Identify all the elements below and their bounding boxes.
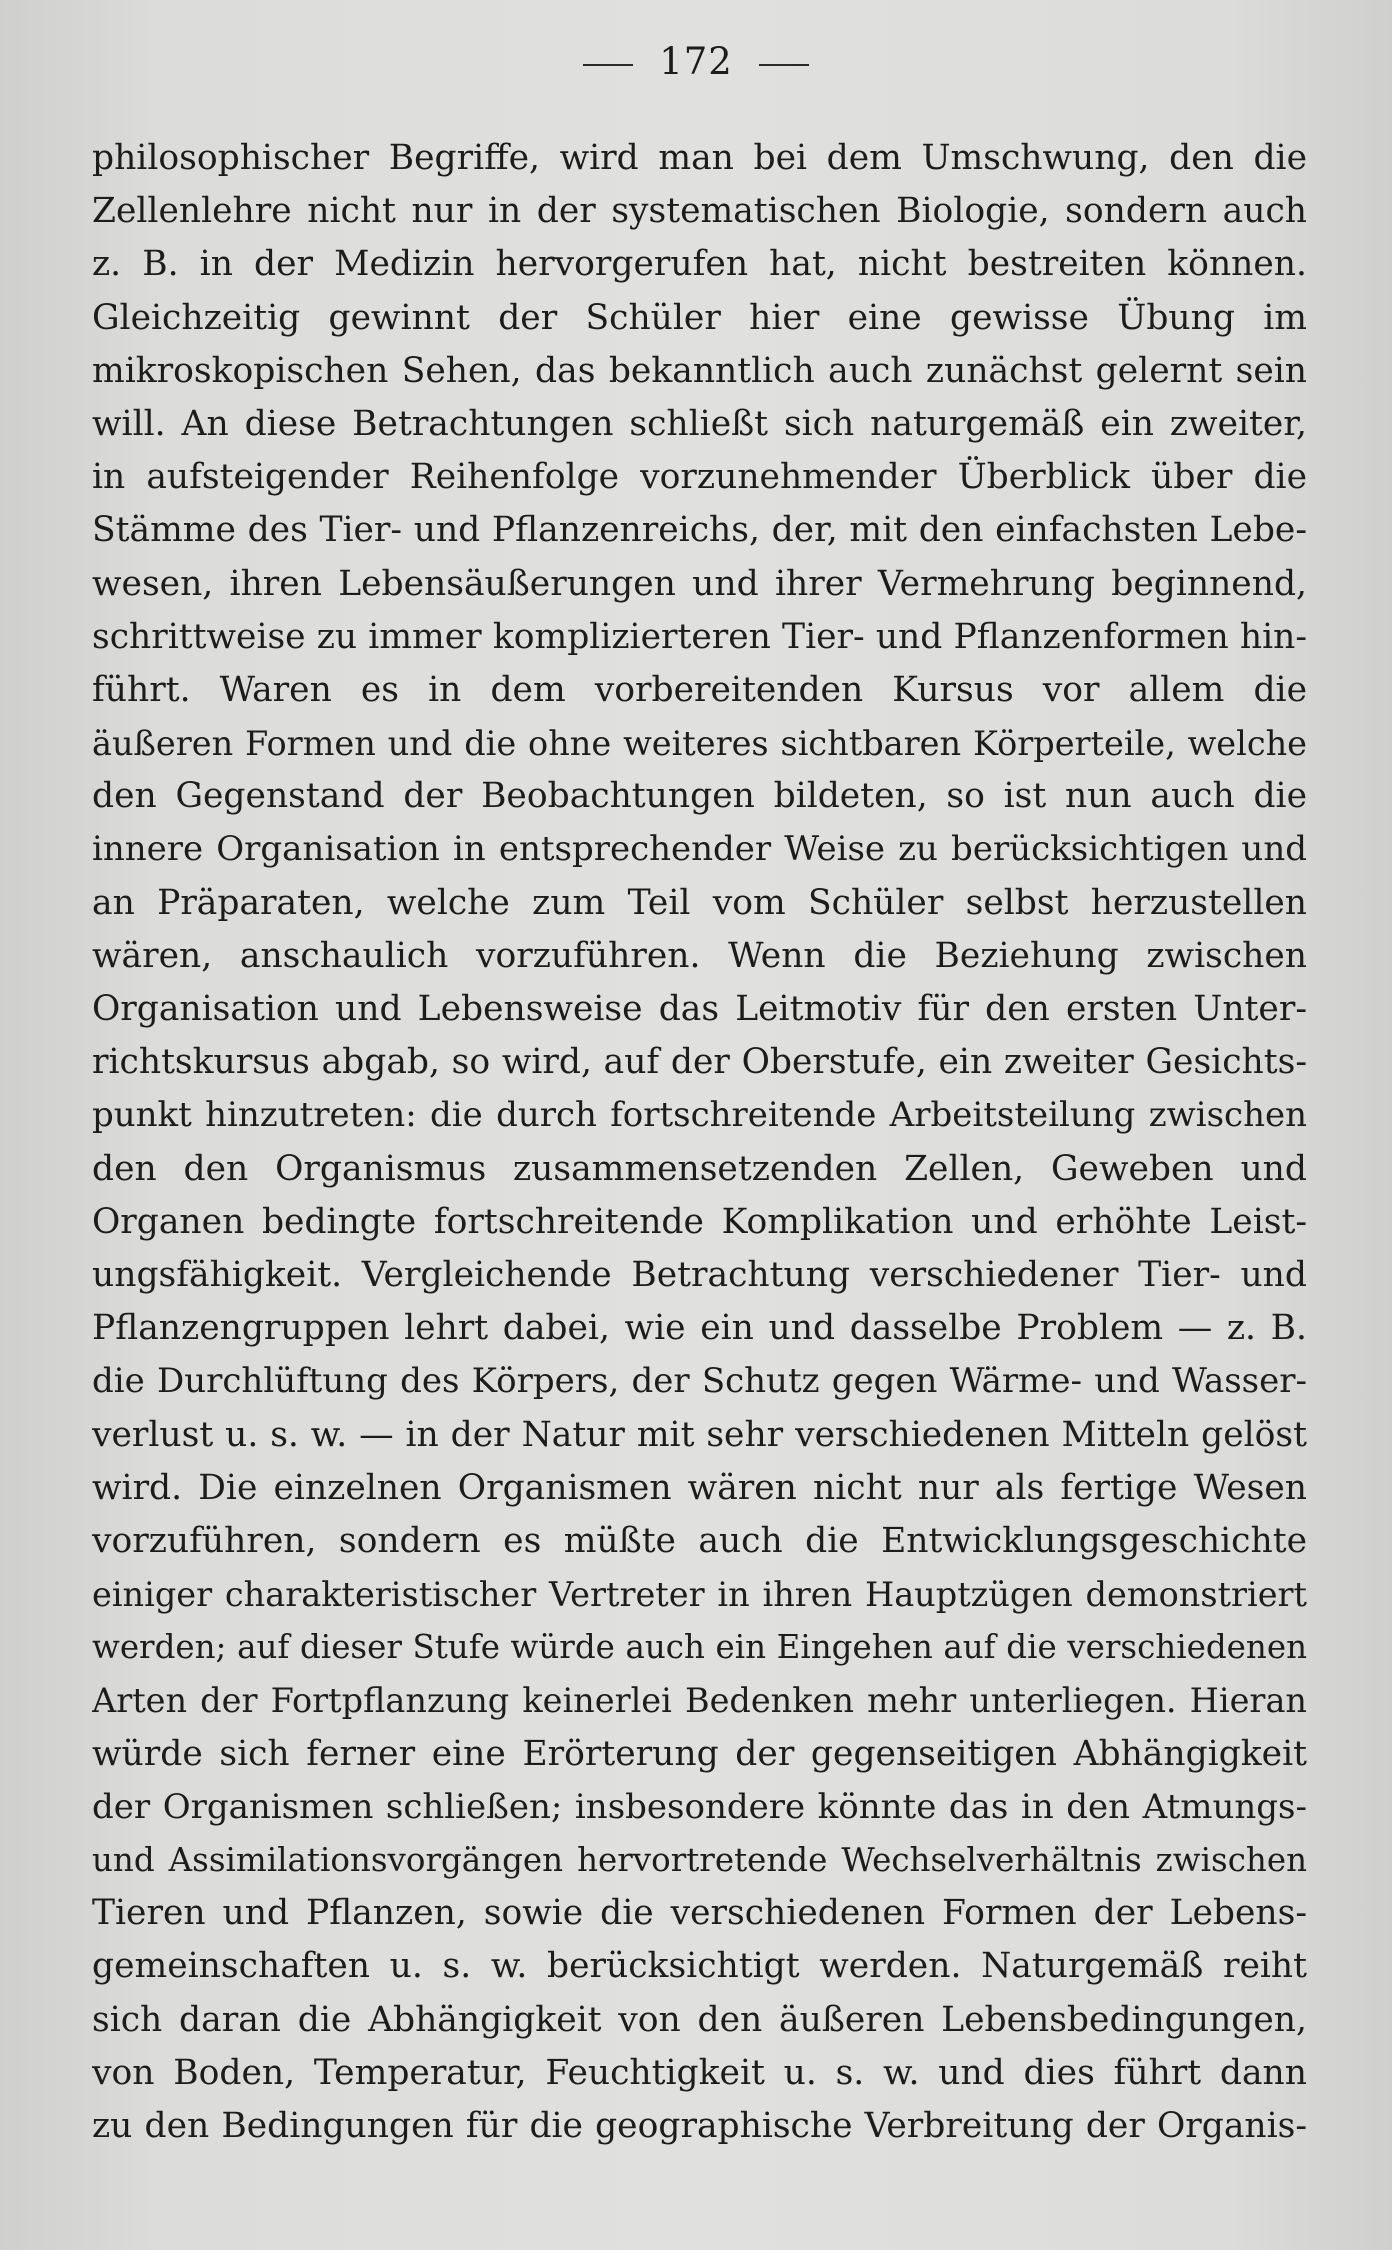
text-line: punkt hinzutreten: die durch fortschreitende Arbeitsteilung zwischen xyxy=(92,1095,1307,1136)
text-line: gemeinschaften u. s. w. berücksichtigt werden. Naturgemäß reiht xyxy=(92,1946,1307,1987)
text-line: Organen bedingte fortschreitende Komplikation und erhöhte Leist- xyxy=(92,1201,1307,1242)
text-line: verlust u. s. w. — in der Natur mit sehr verschiedenen Mitteln gelöst xyxy=(92,1414,1307,1455)
text-line: den Gegenstand der Beobachtungen bildeten, so ist nun auch die xyxy=(92,776,1307,817)
text-line: Organisation und Lebensweise das Leitmotiv für den ersten Unter- xyxy=(92,989,1307,1029)
text-line: wesen, ihren Lebensäußerungen und ihrer Vermehrung beginnend, xyxy=(92,563,1307,604)
text-line: will. An diese Betrachtungen schließt sich naturgemäß ein zweiter, xyxy=(92,403,1307,444)
text-line: vorzuführen, sondern es müßte auch die Entwicklungsgeschichte xyxy=(92,1520,1307,1561)
text-line: einiger charakteristischer Vertreter in ihren Hauptzügen demonstriert xyxy=(92,1575,1307,1615)
text-line: philosophischer Begriffe, wird man bei dem Umschwung, den die xyxy=(92,138,1307,178)
text-line: der Organismen schließen; insbesondere könnte das in den Atmungs- xyxy=(92,1786,1307,1827)
text-line: innere Organisation in entsprechender Weise zu berücksichtigen und xyxy=(92,829,1307,870)
text-line: äußeren Formen und die ohne weiteres sichtbaren Körperteile, welche xyxy=(92,724,1307,764)
text-line: die Durchlüftung des Körpers, der Schutz gegen Wärme- und Wasser- xyxy=(92,1361,1307,1402)
text-line: werden; auf dieser Stufe würde auch ein Eingehen auf die verschiedenen xyxy=(92,1628,1307,1667)
text-line: Zellenlehre nicht nur in der systematischen Biologie, sondern auch xyxy=(92,191,1307,232)
text-line: richtskursus abgab, so wird, auf der Oberstufe, ein zweiter Gesichts- xyxy=(92,1042,1307,1083)
text-line: wären, anschaulich vorzuführen. Wenn die Beziehung zwischen xyxy=(92,935,1307,976)
text-line: ungsfähigkeit. Vergleichende Betrachtung verschiedener Tier- und xyxy=(92,1254,1307,1295)
right-dash xyxy=(759,64,809,66)
text-line: Pflanzengruppen lehrt dabei, wie ein und dasselbe Problem — z. B. xyxy=(92,1308,1307,1349)
text-line: Gleichzeitig gewinnt der Schüler hier eine gewisse Übung im xyxy=(92,297,1307,338)
text-line: Tieren und Pflanzen, sowie die verschiedenen Formen der Lebens- xyxy=(92,1893,1307,1934)
text-line: den den Organismus zusammensetzenden Zellen, Geweben und xyxy=(92,1148,1307,1189)
text-line: Arten der Fortpflanzung keinerlei Bedenken mehr unterliegen. Hieran xyxy=(92,1681,1307,1721)
text-line: Stämme des Tier- und Pflanzenreichs, der, mit den einfachsten Lebe- xyxy=(92,510,1307,551)
text-line: in aufsteigender Reihenfolge vorzunehmender Überblick über die xyxy=(92,457,1307,498)
text-line: und Assimilationsvorgängen hervortretende Wechselverhältnis zwischen xyxy=(92,1841,1307,1879)
text-line: an Präparaten, welche zum Teil vom Schüler selbst herzustellen xyxy=(92,882,1307,923)
page-number-header xyxy=(0,40,1392,83)
text-line: z. B. in der Medizin hervorgerufen hat, nicht bestreiten können. xyxy=(92,244,1307,285)
text-line: führt. Waren es in dem vorbereitenden Kursus vor allem die xyxy=(92,669,1307,710)
text-line: von Boden, Temperatur, Feuchtigkeit u. s. w. und dies führt dann xyxy=(92,2052,1307,2093)
page-number: 172 xyxy=(659,40,733,83)
body-text xyxy=(92,132,1307,2153)
text-line: zu den Bedingungen für die geographische Verbreitung der Organis- xyxy=(92,2105,1307,2146)
left-dash xyxy=(583,64,633,66)
text-line: schrittweise zu immer komplizierteren Tier- und Pflanzenformen hin- xyxy=(92,616,1307,657)
text-line: mikroskopischen Sehen, das bekanntlich auch zunächst gelernt sein xyxy=(92,350,1307,391)
text-line: wird. Die einzelnen Organismen wären nicht nur als fertige Wesen xyxy=(92,1467,1307,1508)
text-line: sich daran die Abhängigkeit von den äußeren Lebensbedingungen, xyxy=(92,1999,1307,2040)
text-line: würde sich ferner eine Erörterung der gegenseitigen Abhängigkeit xyxy=(92,1733,1307,1774)
